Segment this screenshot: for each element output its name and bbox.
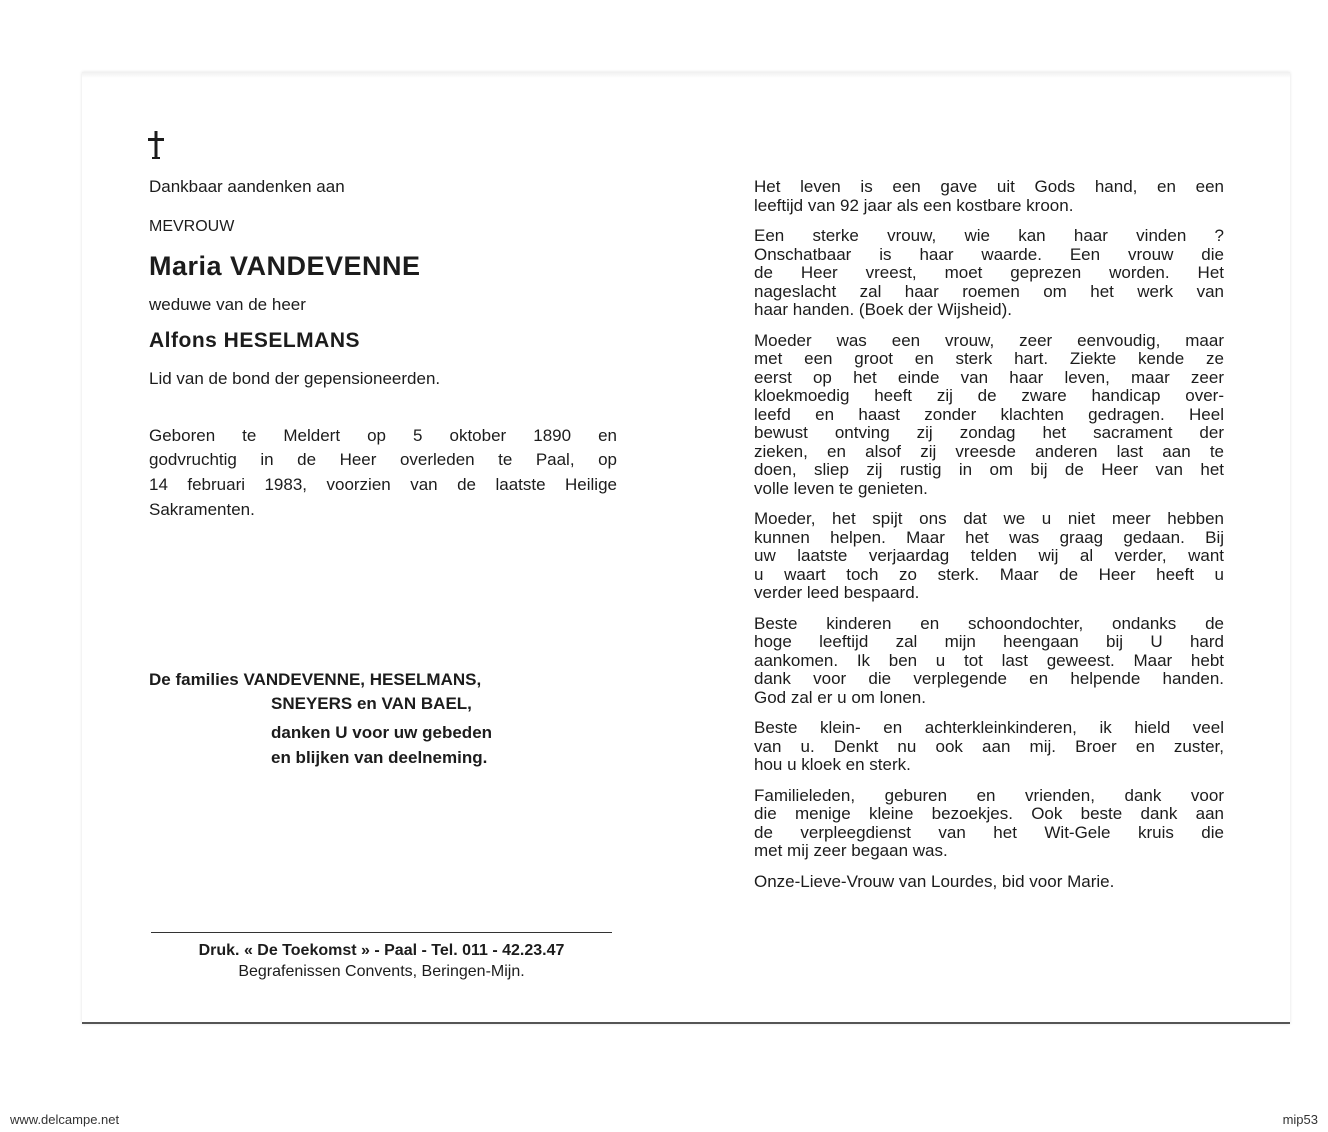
verse-line: met mij zeer begaan was. <box>754 841 948 860</box>
verse-line: leefd en haast zonder klachten gedragen. Heel <box>754 404 1224 424</box>
verse-line: hou u kloek en sterk. <box>754 755 911 774</box>
undertaker-line: Begrafenissen Convents, Beringen-Mijn. <box>238 963 525 980</box>
verse-line: hoge leeftijd zal mijn heengaan bij U hard <box>754 632 1224 651</box>
divider <box>151 932 612 933</box>
verse-line: nageslacht zal haar roemen om het werk van <box>754 281 1224 301</box>
verse-line: eerst op het einde van haar leven, maar zeer <box>754 367 1224 387</box>
verse-paragraph <box>754 719 1224 775</box>
verse-line: verder leed bespaard. <box>754 583 920 602</box>
verse-paragraph <box>754 332 1224 499</box>
verse-line: Moeder was een vrouw, zeer eenvoudig, maar <box>754 330 1224 350</box>
verse-line: de verpleegdienst van het Wit-Gele kruis die <box>754 822 1224 842</box>
verse-line: bewust ontving zij zondag het sacrament der <box>754 423 1224 442</box>
intro-text: Dankbaar aandenken aan <box>149 177 345 196</box>
families-line: De families VANDEVENNE, HESELMANS, <box>149 670 482 689</box>
verse-line: God zal er u om lonen. <box>754 687 926 707</box>
verse-line: met een groot en sterk hart. Ziekte kende ze <box>754 349 1224 368</box>
printer-line: Druk. « De Toekomst » - Paal - Tel. 011 - 42.23.47 <box>198 942 565 959</box>
verse-line: leeftijd van 92 jaar als een kostbare kroon. <box>754 195 1074 215</box>
verse-line: die menige kleine bezoekjes. Ook beste dank aan <box>754 804 1224 823</box>
verse-paragraph <box>754 227 1224 320</box>
verse-line: dank voor die verplegende en helpende handen. <box>754 669 1224 688</box>
families-line: danken U voor uw gebeden <box>271 723 493 742</box>
verse-paragraph <box>754 615 1224 708</box>
watermark-site: www.delcampe.net <box>10 1112 120 1127</box>
verse-line: de Heer vreest, moet geprezen worden. Het <box>754 263 1224 282</box>
verse-paragraph <box>754 787 1224 861</box>
verse-line: zieken, en alsof zij vreesde anderen last aan te <box>754 441 1224 461</box>
verse-line: van u. Denkt nu ook aan mij. Broer en zuster, <box>754 736 1224 756</box>
spouse-name: Alfons HESELMANS <box>149 329 361 352</box>
printer-info <box>151 940 612 982</box>
verse-line: Familieleden, geburen en vrienden, dank voor <box>754 785 1224 805</box>
verse-line: uw laatste verjaardag telden wij al verder, want <box>754 546 1224 565</box>
verse-line: Het leven is een gave uit Gods hand, en een <box>754 177 1224 196</box>
birth-line: Geboren te Meldert op 5 oktober 1890 en <box>149 426 617 445</box>
verse-paragraph <box>754 873 1224 892</box>
verse-line: haar handen. (Boek der Wijsheid). <box>754 300 1012 319</box>
verse-line: kunnen helpen. Maar het was graag gedaan. Bij <box>754 527 1224 547</box>
families-line: SNEYERS en VAN BAEL, <box>271 694 472 713</box>
verse-paragraph <box>754 510 1224 603</box>
verse-line: Beste kinderen en schoondochter, ondanks de <box>754 613 1224 633</box>
verse-line: kloekmoedig heeft zij de zware handicap over- <box>754 386 1224 405</box>
verse-line: aankomen. Ik ben u tot last geweest. Maar hebt <box>754 650 1224 670</box>
verse-line: volle leven te genieten. <box>754 478 928 498</box>
verse-line: Moeder, het spijt ons dat we u niet meer hebben <box>754 509 1224 528</box>
birth-line: 14 februari 1983, voorzien van de laatste Heilige <box>149 475 617 494</box>
birth-line: Sakramenten. <box>149 500 255 519</box>
verse-paragraph <box>754 178 1224 215</box>
verse-line: u waart toch zo sterk. Maar de Heer heeft u <box>754 564 1224 584</box>
verse-line: Beste klein- en achterkleinkinderen, ik hield veel <box>754 718 1224 737</box>
verse-line: Een sterke vrouw, wie kan haar vinden ? <box>754 226 1224 245</box>
families-line: en blijken van deelneming. <box>271 748 488 767</box>
verse-line: doen, sliep zij rustig in om bij de Heer van het <box>754 460 1224 479</box>
verse-line: Onze-Lieve-Vrouw van Lourdes, bid voor Marie. <box>754 871 1115 891</box>
title-text: MEVROUW <box>149 218 235 235</box>
latin-cross-icon <box>146 130 166 160</box>
birth-line: godvruchtig in de Heer overleden te Paal, op <box>149 450 617 469</box>
membership-text: Lid van de bond der gepensioneerden. <box>149 369 441 388</box>
watermark-user: mip53 <box>1282 1112 1318 1127</box>
right-column <box>754 178 1224 903</box>
deceased-name: Maria VANDEVENNE <box>149 251 421 281</box>
relation-text: weduwe van de heer <box>149 295 306 314</box>
verse-line: Onschatbaar is haar waarde. Een vrouw die <box>754 244 1224 264</box>
